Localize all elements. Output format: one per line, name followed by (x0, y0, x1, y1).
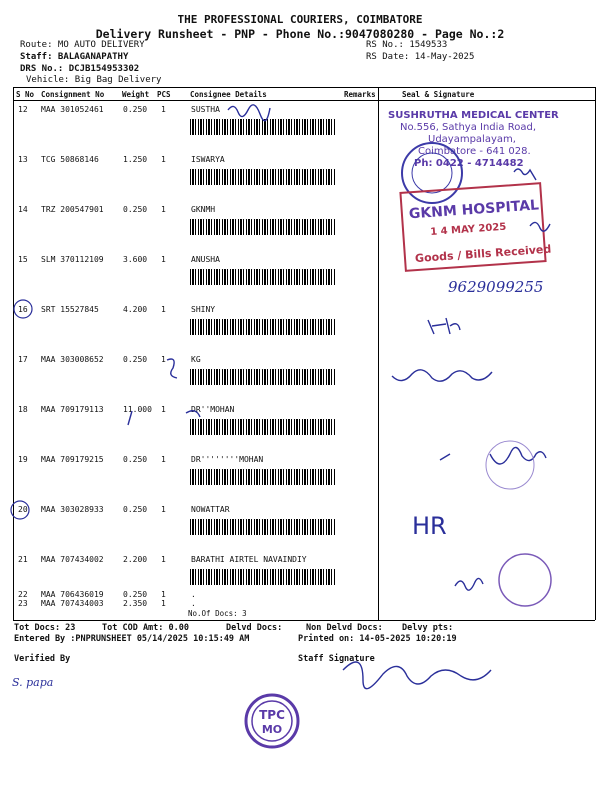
row-sno: 17 (18, 355, 28, 364)
tot-docs: Tot Docs: 23 (14, 623, 76, 633)
delvd-docs: Delvd Docs: (226, 623, 283, 633)
row-consignee: DR''MOHAN (191, 405, 235, 414)
row-consignment: MAA 707434002 (41, 555, 104, 564)
entered-by: Entered By :PNPRUNSHEET 05/14/2025 10:15:49 AM (14, 634, 250, 644)
row-consignee: NOWATTAR (191, 505, 230, 514)
gknm-stamp (400, 183, 551, 271)
row-consignment: MAA 706436019 (41, 590, 104, 599)
row-sno: 19 (18, 455, 28, 464)
row-sno: 14 (18, 205, 28, 214)
delvy-pts: Delvy pts: (402, 623, 454, 633)
verified-signature: S. papa (12, 676, 54, 689)
row-weight: 0.250 (123, 105, 148, 114)
col-remarks: Remarks (344, 90, 376, 99)
row-weight: 11.000 (123, 405, 152, 414)
stamp-line: SUSHRUTHA MEDICAL CENTER (388, 110, 559, 121)
row-pcs: 1 (161, 405, 166, 414)
vehicle: Vehicle: Big Bag Delivery (26, 75, 162, 85)
staff-signature: Staff Signature (298, 654, 375, 664)
row-pcs: 1 (161, 255, 166, 264)
row-consignee: ANUSHA (191, 255, 220, 264)
row-consignee: GKNMH (191, 205, 216, 214)
col-sno: S No (16, 90, 35, 99)
non-delvd-docs: Non Delvd Docs: (306, 623, 383, 633)
row-consignment: MAA 303008652 (41, 355, 104, 364)
printed-on: Printed on: 14-05-2025 10:20:19 (298, 634, 457, 644)
row-consignee: . (191, 599, 196, 608)
row-sno: 18 (18, 405, 28, 414)
row-consignee: BARATHI AIRTEL NAVAINDIY (191, 555, 307, 564)
stamp-line: No.556, Sathya India Road, (400, 122, 536, 133)
circle-mark (14, 300, 32, 318)
tot-cod: Tot COD Amt: 0.00 (102, 623, 189, 633)
row-sno: 21 (18, 555, 28, 564)
row-sno: 20 (18, 505, 28, 514)
drs-number: DRS No.: DCJB154953302 (20, 64, 140, 74)
verified-by: Verified By (14, 654, 71, 664)
row-weight: 0.250 (123, 505, 148, 514)
row-consignment: MAA 301052461 (41, 105, 104, 114)
row-pcs: 1 (161, 205, 166, 214)
row-pcs: 1 (161, 155, 166, 164)
company-name: THE PROFESSIONAL COURIERS, COIMBATORE (177, 13, 423, 26)
stamp-line: TPC (259, 708, 285, 722)
stamp-date: 1 4 MAY 2025 (429, 221, 507, 238)
stamp-line: Goods / Bills Received (414, 242, 552, 266)
round-stamp (486, 441, 534, 489)
row-weight: 4.200 (123, 305, 148, 314)
col-consignment: Consignment No (41, 90, 105, 99)
row-weight: 1.250 (123, 155, 148, 164)
row-consignee: SHINY (191, 305, 216, 314)
row-consignee: SUSTHA (191, 105, 220, 114)
row-sno: 12 (18, 105, 28, 114)
anusha-phone: 9629099255 (448, 278, 544, 296)
stamp-line: Ph: 0422 - 4714482 (414, 158, 524, 169)
tpc-stamp (246, 695, 298, 747)
row-sno: 15 (18, 255, 28, 264)
handwritten-signatures (128, 105, 550, 689)
row-weight: 2.350 (123, 599, 148, 608)
sushrutha-stamp (388, 110, 559, 169)
row-pcs: 1 (161, 590, 166, 599)
row-pcs: 1 (161, 555, 166, 564)
row-weight: 0.250 (123, 355, 148, 364)
row-sno: 16 (18, 305, 28, 314)
stamp-line: Coimbatore - 641 028. (418, 146, 531, 157)
row-sno: 22 (18, 590, 28, 599)
row-pcs: 1 (161, 305, 166, 314)
row-pcs: 1 (161, 355, 166, 364)
stamp-line: GKNM HOSPITAL (408, 197, 540, 223)
circle-mark (11, 501, 29, 519)
stamp-line: MO (261, 723, 283, 736)
row-consignment: MAA 303028933 (41, 505, 104, 514)
col-pcs: PCS (157, 90, 171, 99)
row-consignment: SLM 370112109 (41, 255, 104, 264)
row-consignee: . (191, 590, 196, 599)
row-consignment: TRZ 200547901 (41, 205, 104, 214)
row-weight: 0.250 (123, 455, 148, 464)
row-weight: 0.250 (123, 590, 148, 599)
row-consignment: MAA 707434003 (41, 599, 104, 608)
row-weight: 3.600 (123, 255, 148, 264)
rs-number: RS No.: 1549533 (366, 40, 448, 50)
col-seal-signature: Seal & Signature (402, 90, 475, 99)
row-pcs: 1 (161, 105, 166, 114)
hr-handwriting: HR (412, 512, 447, 540)
rs-date: RS Date: 14-May-2025 (366, 52, 475, 62)
runsheet-title: Delivery Runsheet - PNP - Phone No.:9047080280 - Page No.:2 (95, 27, 505, 41)
no-of-docs: No.Of Docs: 3 (188, 609, 247, 618)
round-stamp (499, 554, 551, 606)
stamp-line: Udayampalayam, (428, 134, 516, 145)
row-consignee: DR''''''''MOHAN (191, 455, 264, 464)
row-consignee: KG (191, 355, 201, 364)
row-pcs: 1 (161, 505, 166, 514)
row-weight: 2.200 (123, 555, 148, 564)
col-weight: Weight (122, 90, 150, 99)
route: Route: MO AUTO DELIVERY (20, 40, 145, 50)
row-consignment: MAA 709179113 (41, 405, 104, 414)
row-pcs: 1 (161, 455, 166, 464)
row-consignment: MAA 709179215 (41, 455, 104, 464)
row-weight: 0.250 (123, 205, 148, 214)
staff: Staff: BALAGANAPATHY (20, 52, 129, 62)
row-consignment: TCG 50868146 (41, 155, 99, 164)
col-consignee: Consignee Details (190, 90, 267, 99)
row-consignment: SRT 15527845 (41, 305, 99, 314)
row-consignee: ISWARYA (191, 155, 225, 164)
row-sno: 23 (18, 599, 28, 608)
row-sno: 13 (18, 155, 28, 164)
row-pcs: 1 (161, 599, 166, 608)
